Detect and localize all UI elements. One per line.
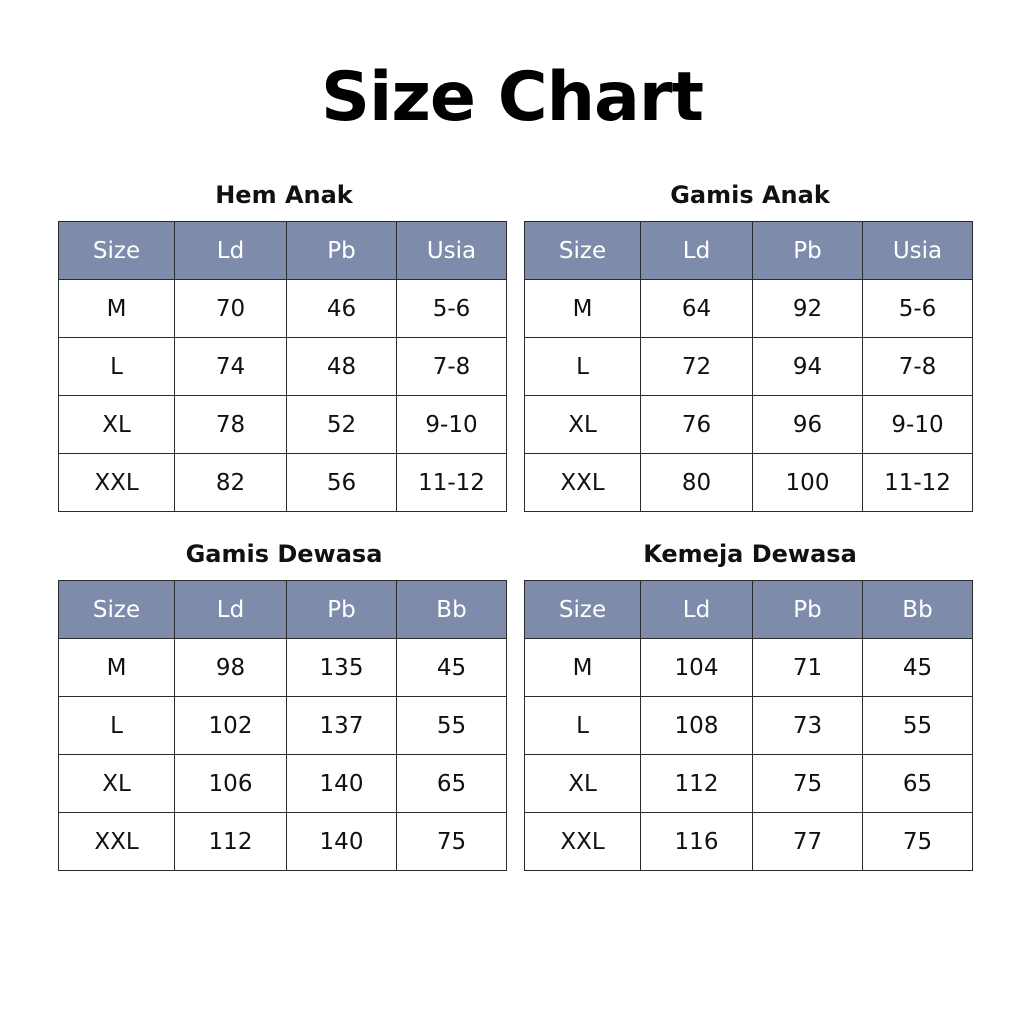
table-cell: XXL	[525, 454, 641, 512]
table-cell: 92	[753, 280, 863, 338]
table-header-row	[59, 581, 507, 639]
size-table-gamis-anak	[524, 221, 973, 512]
table-block-gamis-anak	[524, 181, 976, 512]
table-row	[525, 338, 973, 396]
column-header: Pb	[753, 581, 863, 639]
table-cell: 65	[863, 755, 973, 813]
table-cell: 112	[641, 755, 753, 813]
table-cell: 75	[397, 813, 507, 871]
table-cell: 5-6	[397, 280, 507, 338]
table-cell: 77	[753, 813, 863, 871]
table-block-gamis-dewasa	[58, 540, 510, 871]
table-cell: XL	[525, 755, 641, 813]
column-header: Pb	[287, 581, 397, 639]
table-cell: 137	[287, 697, 397, 755]
table-cell: 135	[287, 639, 397, 697]
table-block-hem-anak	[58, 181, 510, 512]
table-cell: 102	[175, 697, 287, 755]
column-header: Ld	[175, 222, 287, 280]
table-row	[525, 396, 973, 454]
table-header-row	[525, 581, 973, 639]
table-row	[525, 697, 973, 755]
table-cell: M	[59, 639, 175, 697]
table-cell: 65	[397, 755, 507, 813]
table-block-kemeja-dewasa	[524, 540, 976, 871]
table-row	[525, 280, 973, 338]
table-cell: 9-10	[397, 396, 507, 454]
size-table-kemeja-dewasa	[524, 580, 973, 871]
table-row	[59, 639, 507, 697]
table-cell: 72	[641, 338, 753, 396]
table-cell: 46	[287, 280, 397, 338]
table-cell: 108	[641, 697, 753, 755]
table-cell: 100	[753, 454, 863, 512]
table-header-row	[525, 222, 973, 280]
size-table-gamis-dewasa	[58, 580, 507, 871]
table-cell: 55	[863, 697, 973, 755]
table-cell: 112	[175, 813, 287, 871]
table-cell: 104	[641, 639, 753, 697]
table-cell: 48	[287, 338, 397, 396]
table-cell: XXL	[59, 813, 175, 871]
column-header: Ld	[641, 222, 753, 280]
table-cell: 9-10	[863, 396, 973, 454]
table-row	[525, 755, 973, 813]
table-header-row	[59, 222, 507, 280]
column-header: Size	[59, 222, 175, 280]
tables-grid	[0, 181, 1024, 871]
table-cell: M	[59, 280, 175, 338]
table-cell: 45	[397, 639, 507, 697]
table-row	[525, 813, 973, 871]
table-cell: 64	[641, 280, 753, 338]
table-row	[59, 813, 507, 871]
table-cell: XL	[59, 755, 175, 813]
table-cell: 73	[753, 697, 863, 755]
table-cell: 74	[175, 338, 287, 396]
table-row	[525, 639, 973, 697]
column-header: Ld	[641, 581, 753, 639]
table-cell: L	[525, 338, 641, 396]
table-cell: XL	[525, 396, 641, 454]
table-row	[59, 396, 507, 454]
table-cell: 5-6	[863, 280, 973, 338]
table-cell: 7-8	[397, 338, 507, 396]
column-header: Size	[525, 222, 641, 280]
column-header: Bb	[863, 581, 973, 639]
column-header: Pb	[287, 222, 397, 280]
table-cell: 94	[753, 338, 863, 396]
table-cell: L	[525, 697, 641, 755]
table-cell: 71	[753, 639, 863, 697]
table-cell: 78	[175, 396, 287, 454]
table-row	[59, 338, 507, 396]
size-table-hem-anak	[58, 221, 507, 512]
table-cell: 140	[287, 813, 397, 871]
table-cell: 80	[641, 454, 753, 512]
table-cell: 98	[175, 639, 287, 697]
table-caption: Kemeja Dewasa	[643, 540, 857, 568]
table-cell: XXL	[525, 813, 641, 871]
table-row	[59, 454, 507, 512]
table-cell: 52	[287, 396, 397, 454]
table-cell: 75	[863, 813, 973, 871]
table-cell: 7-8	[863, 338, 973, 396]
table-cell: 140	[287, 755, 397, 813]
table-cell: 11-12	[397, 454, 507, 512]
table-cell: 55	[397, 697, 507, 755]
table-cell: 11-12	[863, 454, 973, 512]
table-cell: 75	[753, 755, 863, 813]
table-cell: 82	[175, 454, 287, 512]
column-header: Usia	[863, 222, 973, 280]
table-cell: 70	[175, 280, 287, 338]
table-cell: 106	[175, 755, 287, 813]
table-caption: Gamis Anak	[670, 181, 830, 209]
column-header: Usia	[397, 222, 507, 280]
table-cell: L	[59, 697, 175, 755]
table-cell: M	[525, 639, 641, 697]
table-cell: 76	[641, 396, 753, 454]
table-cell: 56	[287, 454, 397, 512]
column-header: Bb	[397, 581, 507, 639]
table-row	[59, 697, 507, 755]
table-row	[59, 280, 507, 338]
table-row	[59, 755, 507, 813]
column-header: Size	[59, 581, 175, 639]
table-caption: Gamis Dewasa	[185, 540, 383, 568]
table-cell: 45	[863, 639, 973, 697]
column-header: Pb	[753, 222, 863, 280]
page-title: Size Chart	[321, 58, 703, 137]
table-cell: M	[525, 280, 641, 338]
table-cell: XL	[59, 396, 175, 454]
column-header: Size	[525, 581, 641, 639]
table-cell: XXL	[59, 454, 175, 512]
column-header: Ld	[175, 581, 287, 639]
table-cell: 96	[753, 396, 863, 454]
table-cell: L	[59, 338, 175, 396]
table-cell: 116	[641, 813, 753, 871]
table-caption: Hem Anak	[215, 181, 353, 209]
table-row	[525, 454, 973, 512]
